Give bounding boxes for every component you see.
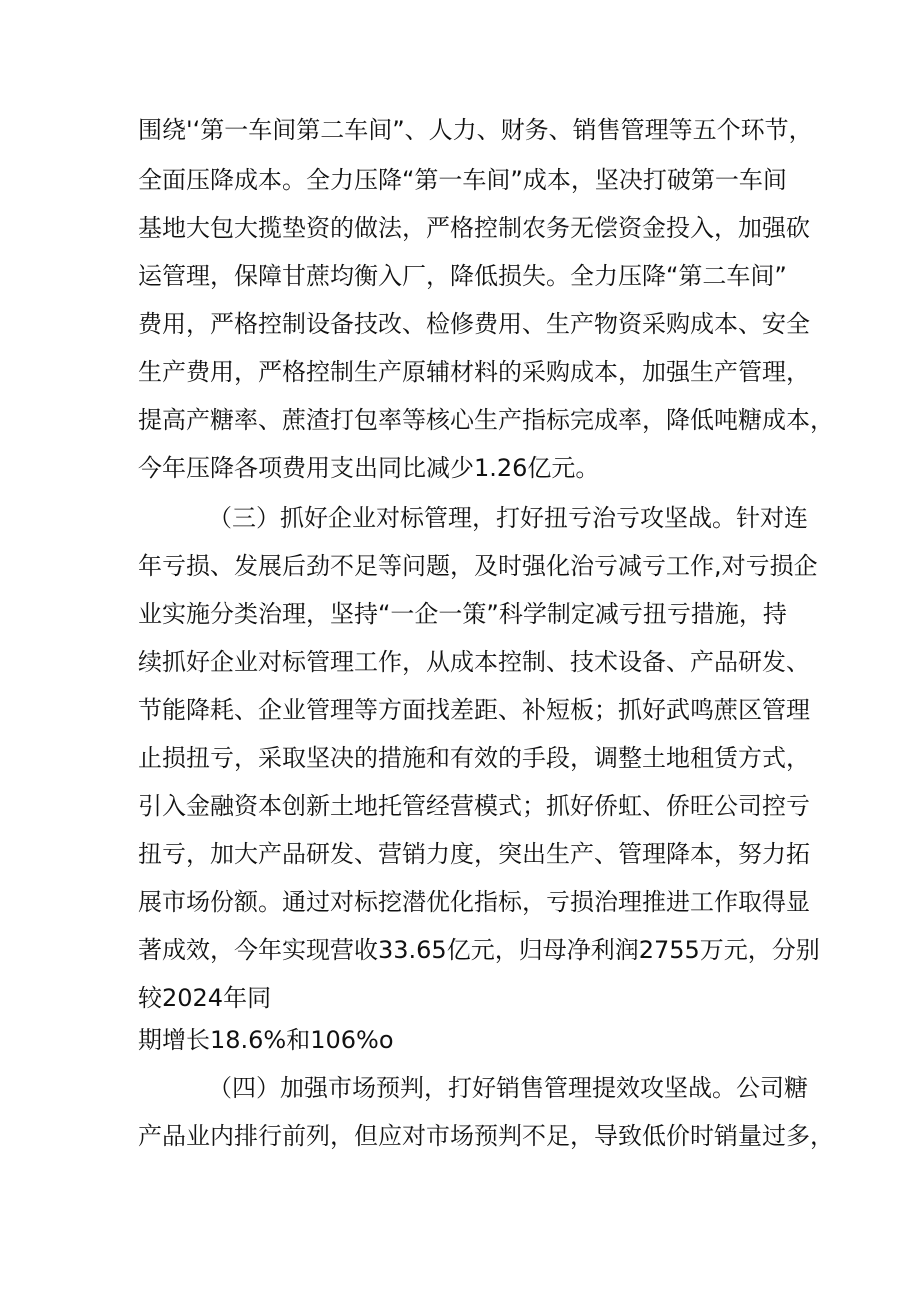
text-line-15: 引入金融资本创新土地托管经营模式；抓好侨虹、侨旺公司控亏 <box>138 792 810 820</box>
text-line-22: 产品业内排行前列，但应对市场预判不足，导致低价时销量过多， <box>138 1122 834 1150</box>
text-line-11: 业实施分类治理，坚持“一企一策”科学制定减亏扭亏措施，持 <box>138 600 787 628</box>
text-line-13: 节能降耗、企业管理等方面找差距、补短板；抓好武鸣蔗区管理 <box>138 696 810 724</box>
text-line-21: （四）加强市场预判，打好销售管理提效攻坚战。公司糖 <box>208 1074 808 1102</box>
text-line-19: 较2024年同 <box>138 984 272 1012</box>
text-line-12: 续抓好企业对标管理工作，从成本控制、技术设备、产品研发、 <box>138 648 810 676</box>
text-line-9: （三）抓好企业对标管理，打好扭亏治亏攻坚战。针对连 <box>208 504 808 532</box>
text-line-14: 止损扭亏，采取坚决的措施和有效的手段，调整土地租赁方式， <box>138 744 810 772</box>
text-line-20: 期增长18.6%和106%o <box>138 1026 394 1054</box>
text-line-7: 提高产糖率、蔗渣打包率等核心生产指标完成率，降低吨糖成本， <box>138 406 834 434</box>
text-line-17: 展市场份额。通过对标挖潜优化指标，亏损治理推进工作取得显 <box>138 888 810 916</box>
text-line-10: 年亏损、发展后劲不足等问题，及时强化治亏减亏工作,对亏损企 <box>138 552 818 580</box>
text-line-4: 运管理，保障甘蔗均衡入厂，降低损失。全力压降“第二车间” <box>138 262 787 290</box>
text-line-1: 围绕'‘第一车间第二车间”、人力、财务、销售管理等五个环节， <box>138 116 813 144</box>
text-line-6: 生产费用，严格控制生产原辅材料的采购成本，加强生产管理， <box>138 358 810 386</box>
text-line-18: 著成效，今年实现营收33.65亿元，归母净利润2755万元，分别 <box>138 936 820 964</box>
text-line-8: 今年压降各项费用支出同比减少1.26亿元。 <box>138 454 600 482</box>
text-line-3: 基地大包大揽垫资的做法，严格控制农务无偿资金投入，加强砍 <box>138 214 810 242</box>
text-line-16: 扭亏，加大产品研发、营销力度，突出生产、管理降本，努力拓 <box>138 840 810 868</box>
text-line-5: 费用，严格控制设备技改、检修费用、生产物资采购成本、安全 <box>138 310 810 338</box>
text-line-2: 全面压降成本。全力压降“第一车间”成本，坚决打破第一车间 <box>138 166 787 194</box>
